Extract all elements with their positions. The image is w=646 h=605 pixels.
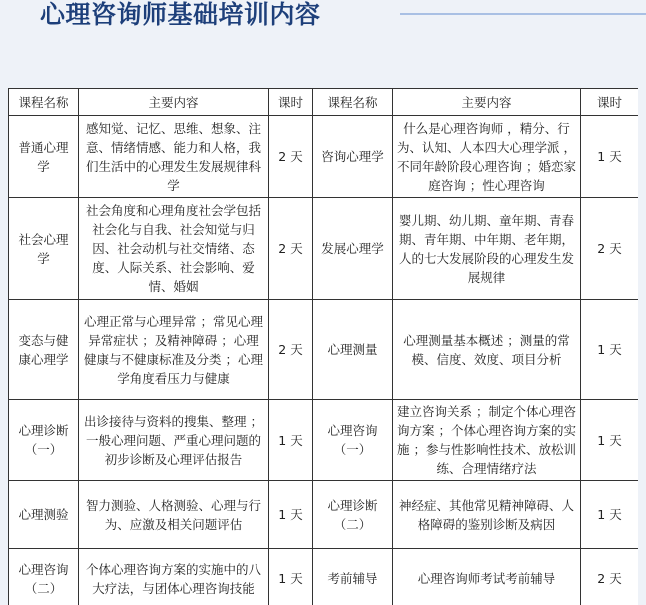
course-content: 个体心理咨询方案的实施中的八大疗法，与团体心理咨询技能 [79, 549, 269, 605]
course-content: 心理测量基本概述 ；测量的常模、信度、效度、项目分析 [393, 300, 581, 400]
table-row [9, 116, 639, 198]
course-content: 婴儿期、幼儿期、童年期、青春期、青年期、中年期、老年期，人的七大发展阶段的心理发生发展规律 [393, 198, 581, 300]
course-name: 心理诊断（二） [313, 481, 393, 549]
course-table [8, 88, 638, 605]
course-content: 建立咨询关系 ；制定个体心理咨询方案 ；个体心理咨询方案的实施 ；参与性影响性技术、放松训练、合理情绪疗法 [393, 400, 581, 481]
course-hours: 1 天 [269, 549, 313, 605]
course-hours: 1 天 [581, 116, 639, 198]
table-row [9, 400, 639, 481]
course-hours: 1 天 [269, 481, 313, 549]
page-title: 心理咨询师基础培训内容 [40, 0, 321, 29]
header-main-content: 主要内容 [79, 89, 269, 116]
course-table-container [8, 88, 638, 605]
table-row [9, 549, 639, 605]
course-name: 考前辅导 [313, 549, 393, 605]
course-hours: 1 天 [581, 400, 639, 481]
course-name: 普通心理学 [9, 116, 79, 198]
course-content: 智力测验、人格测验、心理与行为、应激及相关问题评估 [79, 481, 269, 549]
course-hours: 2 天 [581, 198, 639, 300]
header-hours: 课时 [581, 89, 639, 116]
table-row [9, 300, 639, 400]
header-main-content: 主要内容 [393, 89, 581, 116]
course-name: 心理测验 [9, 481, 79, 549]
course-hours: 1 天 [581, 481, 639, 549]
course-content: 心理正常与心理异常 ；常见心理异常症状 ；及精神障碍 ；心理健康与不健康标准及分类 ；心理学角度看压力与健康 [79, 300, 269, 400]
course-hours: 2 天 [581, 549, 639, 605]
table-row [9, 481, 639, 549]
course-content: 什么是心理咨询师 ，精分、行为、认知、人本四大心理学派 ，不同年龄阶段心理咨询 ；婚恋家庭咨询 ；性心理咨询 [393, 116, 581, 198]
course-name: 发展心理学 [313, 198, 393, 300]
course-content: 感知觉、记忆、思维、想象、注意、情绪情感、能力和人格，我们生活中的心理发生发展规律科学 [79, 116, 269, 198]
course-name: 心理咨询（二） [9, 549, 79, 605]
course-hours: 1 天 [269, 400, 313, 481]
course-name: 社会心理学 [9, 198, 79, 300]
course-hours: 2 天 [269, 198, 313, 300]
course-content: 出诊接待与资料的搜集、整理 ；一般心理问题、严重心理问题的初步诊断及心理评估报告 [79, 400, 269, 481]
course-content: 社会角度和心理角度社会学包括社会化与自我、社会知觉与归因、社会动机与社交情绪、态度、人际关系、社会影响、爱情、婚姻 [79, 198, 269, 300]
header-course-name: 课程名称 [313, 89, 393, 116]
course-name: 心理测量 [313, 300, 393, 400]
header-hours: 课时 [269, 89, 313, 116]
course-content: 心理咨询师考试考前辅导 [393, 549, 581, 605]
course-name: 咨询心理学 [313, 116, 393, 198]
course-content: 神经症、其他常见精神障碍、人格障碍的鉴别诊断及病因 [393, 481, 581, 549]
header-course-name: 课程名称 [9, 89, 79, 116]
table-row [9, 198, 639, 300]
table-header-row [9, 89, 639, 116]
course-name: 心理咨询（一） [313, 400, 393, 481]
course-hours: 2 天 [269, 300, 313, 400]
course-name: 变态与健康心理学 [9, 300, 79, 400]
course-hours: 2 天 [269, 116, 313, 198]
course-name: 心理诊断（一） [9, 400, 79, 481]
course-hours: 1 天 [581, 300, 639, 400]
title-divider [400, 13, 646, 15]
